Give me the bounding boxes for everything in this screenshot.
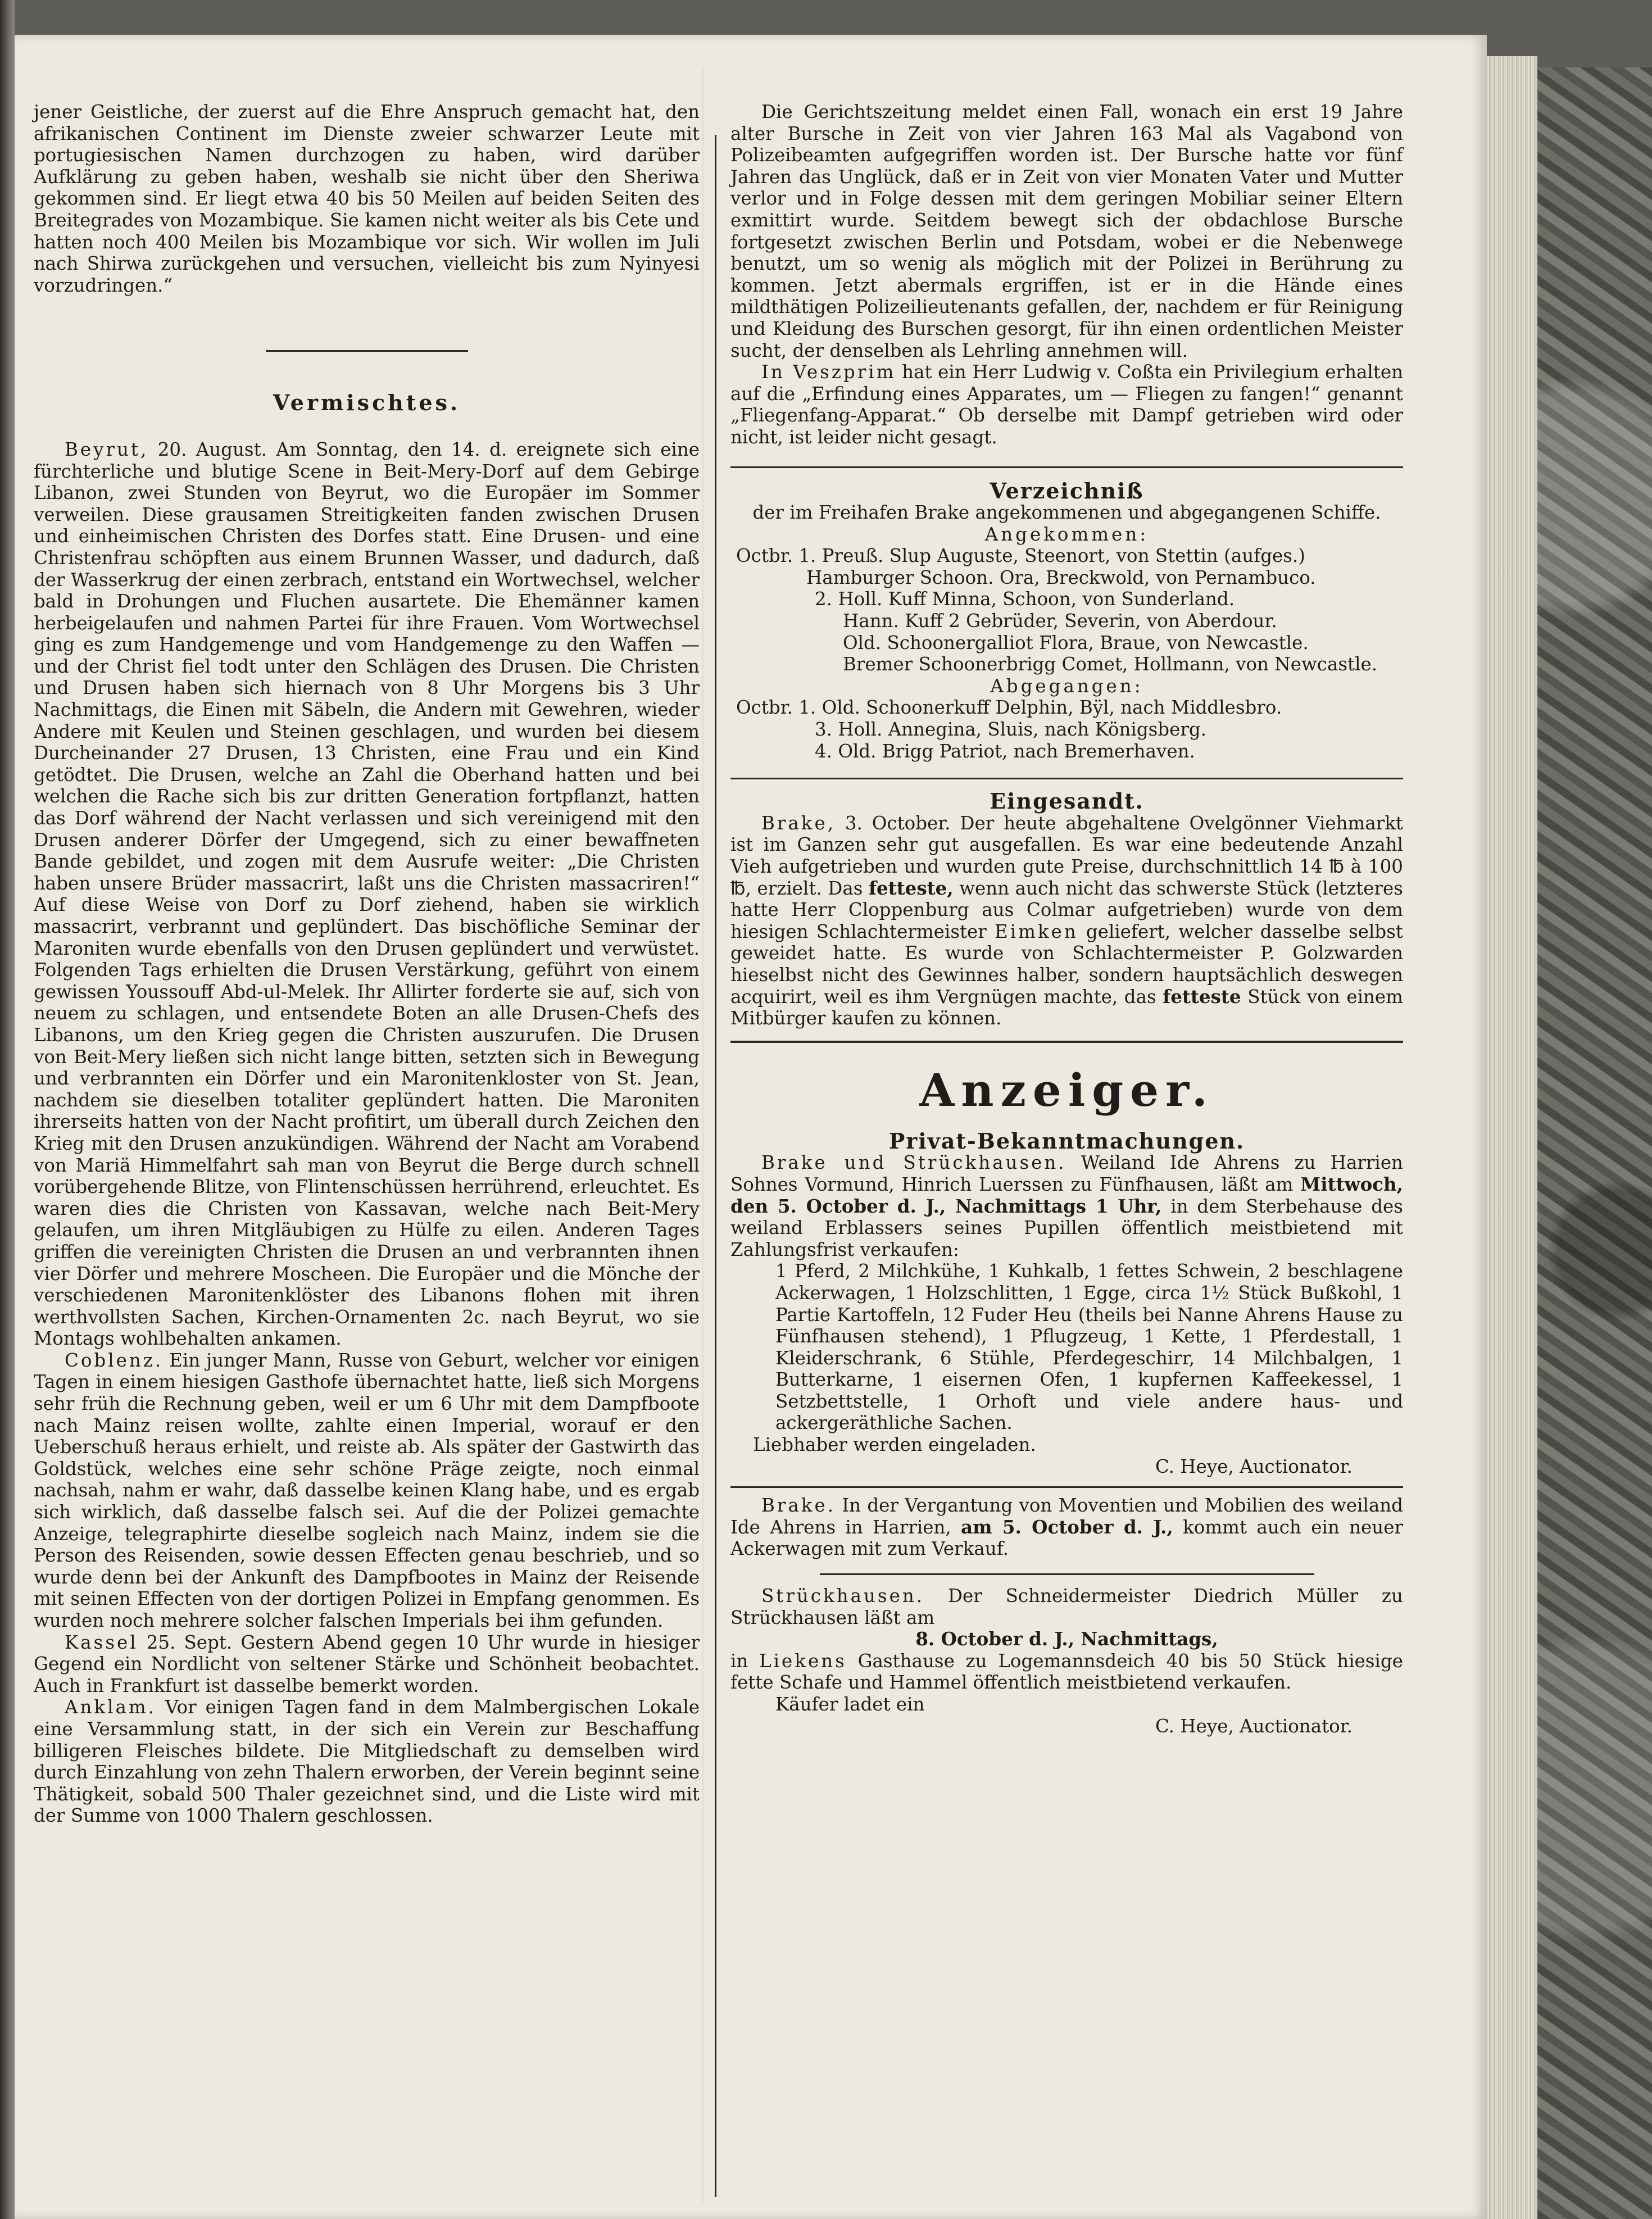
ad3-place: Strückhausen.	[761, 1585, 925, 1607]
eingesandt-title: Eingesandt.	[990, 788, 1144, 814]
dateline-coblenz: Coblenz.	[65, 1349, 164, 1371]
ad3-signature: C. Heye, Auctionator.	[1155, 1715, 1353, 1737]
ad2-date: am 5. October d. J.,	[961, 1515, 1173, 1538]
ad3-body	[730, 1650, 1403, 1694]
ad3-text-2b: Gasthause zu Logemannsdeich 40 bis 50 Stück hiesige fette Schafe und Hammel öffentlich meistbietend verkaufen.	[730, 1650, 1403, 1694]
article-anklam	[34, 1696, 700, 1827]
anzeiger-subtitle: Privat-Bekanntmachungen.	[888, 1128, 1245, 1154]
eingesandt-text	[730, 813, 1403, 1029]
arrived-item: Octbr. 1. Preuß. Slup Auguste, Steenort, von Stettin (aufges.)	[736, 545, 1305, 567]
ad1-items: 1 Pferd, 2 Milchkühe, 1 Kuhkalb, 1 fettes Schwein, 2 beschlagene Ackerwagen, 1 Holzschlitten, 1 Egge, circa 1½ Stück Bußkohl, 1 Partie Kartoffeln, 12 Fuder Heu (theils bei Nanne Ahrens Hause zu Fünfhausen stehend), 1 Pflugzeug, 1 Kette, 1 Pferdestall, 1 Kleiderschrank, 6 Stühle, Pferdegeschirr, 14 Milchbalgen, 1 Butterkarne, 1 eisernen Ofen, 1 kupfernen Kaffeekessel, 1 Setzbettstelle, 1 Orhoft und viele andere haus- und ackergeräthliche Sachen.	[775, 1260, 1403, 1434]
arrived-item: Hamburger Schoon. Ora, Breckwold, von Pernambuco.	[806, 566, 1316, 588]
fattest-word: fetteste,	[868, 877, 954, 899]
ad3-inn: Liekens	[759, 1650, 847, 1672]
article-veszprim	[730, 361, 1403, 448]
article-coblenz-text: Ein junger Mann, Russe von Geburt, welcher vor einigen Tagen in einem hiesigen Gasthofe übernachtet hatte, ließ sich Morgens sehr früh die Rechnung geben, weil er um 6 Uhr mit dem Dampfboote nach Mainz reisen wollte, zahlte einen Imperial, worauf er den Ueberschuß heraus erhielt, und reiste ab. Als später der Gastwirth das Goldstück, welches eine sehr schöne Präge zeigte, noch einmal nachsah, nahm er wahr, daß dasselbe keinen Klang habe, und es ergab sich wirklich, daß dasselbe falsch sei. Auf die der Polizei gemachte Anzeige, telegraphirte dieselbe sogleich nach Mainz, indem sie die Person des Reisenden, sowie dessen Effecten genau beschrieb, und so wurde denn bei der Ankunft des Dampfbootes in Mainz der Reisende mit seinen Effecten von der dortigen Polizei in Empfang genommen. Es wurden noch mehrere solcher falschen Imperials bei ihm gefunden.	[34, 1349, 700, 1631]
eingesandt-part-2: wenn auch nicht das schwerste Stück (letzteres hatte Herr Cloppenburg aus Colmar aufgetrieben) wurde von dem hiesigen Schlachtermeister	[730, 877, 1403, 942]
arrived-item: Old. Schoonergalliot Flora, Braue, von Newcastle.	[843, 632, 1309, 654]
eingesandt-part-3: geliefert, welcher dasselbe selbst geweidet hatte. Es wurde von Schlachtermeister P. Golzwarden hieselbst nicht des Gewinnes halber, sondern hauptsächlich deswegen acquirirt, weil es ihm Vergnügen machte, das	[730, 920, 1403, 1008]
butcher-name: Eimken	[994, 920, 1078, 942]
departed-item: Octbr. 1. Old. Schoonerkuff Delphin, Bÿl, nach Middlesbro.	[736, 697, 1282, 719]
departed-label: Abgegangen:	[990, 675, 1143, 697]
ad3-date-line	[730, 1628, 1403, 1650]
intro-paragraph: jener Geistliche, der zuerst auf die Ehre Anspruch gemacht hat, den afrikanischen Continent im Dienste zweier schwarzer Leute mit portugiesischen Namen durchzogen zu haben, wird darüber Aufklärung zu geben haben, weshalb sie nicht über den Sheriwa gekommen sind. Er liegt etwa 40 bis 50 Meilen auf beiden Seiten des Breitegrades von Mozambique. Sie kamen nicht weiter als bis Cete und hatten noch 400 Meilen bis Mozambique vor sich. Wir wollen im Juli nach Shirwa zurückgehen und versuchen, vielleicht bis zum Nyinyesi vorzudringen.“	[34, 101, 700, 296]
ad2-place: Brake.	[761, 1495, 836, 1517]
arrived-label: Angekommen:	[984, 523, 1149, 545]
article-kassel	[34, 1632, 700, 1697]
ad1-intro	[730, 1152, 1403, 1260]
ad1-text-1: Weiland Ide Ahrens zu Harrien Sohnes Vormund, Hinrich Luerssen zu Fünfhausen, läßt am	[730, 1152, 1403, 1195]
marbled-book-cover	[1537, 67, 1652, 2219]
ad1-closing: Liebhaber werden eingeladen.	[753, 1434, 1036, 1456]
ad1-text-2: in dem Sterbehause des weiland Erblassers seines Pupillen öffentlich meistbietend mit Zahlungsfrist verkaufen:	[730, 1195, 1403, 1260]
ad3-text-1: Der Schneidermeister Diedrich Müller zu Strückhausen läßt am	[730, 1585, 1403, 1628]
article-gericht: Die Gerichtszeitung meldet einen Fall, wonach ein erst 19 Jahre alter Bursche in Zeit von vier Jahren 163 Mal als Vagabond von Polizeibeamten aufgegriffen worden ist. Der Bursche hatte vor fünf Jahren das Unglück, daß er in Zeit von vier Monaten Vater und Mutter verlor und in Folge dessen mit dem geringen Mobiliar seiner Eltern exmittirt wurde. Seitdem bewegt sich der obdachlose Bursche fortgesetzt zwischen Berlin und Potsdam, wobei er die Nebenwege benutzt, um so wenig als möglich mit der Polizei in Berührung zu kommen. Jetzt abermals ergriffen, ist er in die Hände eines mildthätigen Polizeilieutenants gefallen, der, nachdem er für Reinigung und Kleidung des Burschen gesorgt, für ihn einen ordentlichen Meister sucht, der denselben als Lehrling annehmen will.	[730, 101, 1403, 361]
arrived-item: Bremer Schoonerbrigg Comet, Hollmann, von Newcastle.	[843, 654, 1378, 675]
article-beyrut	[34, 439, 700, 1350]
ships-title: Verzeichniß	[990, 478, 1144, 503]
ad-schafe	[730, 1585, 1403, 1737]
left-page-gutter	[0, 0, 15, 2219]
ad3-date: 8. October d. J., Nachmittags,	[915, 1628, 1218, 1650]
article-beyrut-text: 20. August. Am Sonntag, den 14. d. ereignete sich eine fürchterliche und blutige Scene in Beit-Mery-Dorf auf dem Gebirge Libanon, zwei Stunden von Beyrut, wo die Europäer im Sommer verweilen. Diese grausamen Streitigkeiten fanden zwischen Drusen und einheimischen Christen des Dorfes statt. Eine Drusen- und eine Christenfrau schöpften aus einem Brunnen Wasser, und dadurch, daß der Wasserkrug der einen zerbrach, entstand ein Wortwechsel, welcher bald in Drohungen und Fluchen ausartete. Die Ehemänner kamen herbeigelaufen und nahmen Partei für ihre Frauen. Vom Wortwechsel ging es zum Handgemenge und vom Handgemenge zu den Waffen — und der Christ fiel todt unter den Schlägen des Drusen. Die Christen und Drusen haben sich hiernach von 8 Uhr Morgens bis 3 Uhr Nachmittags, die Einen mit Säbeln, die Andern mit Gewehren, wieder Andere mit Keulen und Steinen geschlagen, und wurden bei diesem Durcheinander 27 Drusen, 13 Christen, eine Frau und ein Kind getödtet. Die Drusen, welche an Zahl die Oberhand hatten und bei welchen die Rache sich bis zur dritten Generation fortpflanzt, hatten das Dorf während der Nacht verlassen und sich vereinigend mit den Drusen anderer Dörfer der Umgegend, sich zu einer bewaffneten Bande gebildet, und zogen mit dem Ausrufe weiter: „Die Christen haben unsere Brüder massacrirt, laßt uns die Christen massacriren!“ Auf diese Weise von Dorf zu Dorf ziehend, haben sie wirklich massacrirt, verbrannt und geplündert. Das bischöfliche Seminar der Maroniten wurde ebenfalls von den Drusen geplündert und verwüstet. Folgenden Tags erhielten die Drusen Verstärkung, geführt von einem gewissen Youssouff Abd-ul-Melek. Ihr Allirter forderte sie auf, sich von neuem zu schlagen, und entsendete Boten an alle Drusen-Chefs des Libanons, um den Krieg gegen die Christen auszurufen. Die Drusen von Beit-Mery ließen sich nicht lange bitten, setzten sich in Bewegung und verbrannten ein Dörfer und ein Maronitenkloster von St. Jean, nachdem sie dieselben totaliter geplündert hatten. Die Maroniten ihrerseits hatten von der Nacht profitirt, um überall durch Zeichen den Krieg mit den Drusen anzukündigen. Während der Nacht am Vorabend von Mariä Himmelfahrt sah man von Beyrut die Berge durch schnell vorübergehende Blitze, von Flintenschüssen herrührend, erleuchtet. Es waren dies die Christen von Kassavan, welche nach Beit-Mery gelaufen, um ihren Mitgläubigen zu Hülfe zu eilen. Anderen Tages griffen die vereinigten Christen die Drusen an und verbrannten ihnen vier Dörfer und mehrere Moscheen. Die Europäer und die Mönche der verschiedenen Maronitenklöster des Libanons flohen mit ihren werthvollsten Sachen, Kirchen-Ornamenten 2c. nach Beyrut, wo sie Montags wohlbehalten ankamen.	[34, 438, 700, 1350]
eingesandt-part-1: 3. October. Der heute abgehaltene Ovelgönner Viehmarkt ist im Ganzen sehr gut ausgefallen. Es war eine bedeutende Anzahl Vieh aufgetrieben und wurden gute Preise, durchschnittlich 14 ℔ à 100 ℔, erzielt. Das	[730, 812, 1403, 899]
ad1-date: Mittwoch, den 5. October d. J., Nachmittags 1 Uhr,	[730, 1173, 1403, 1217]
ad1-signature: C. Heye, Auctionator.	[1155, 1455, 1353, 1477]
dateline-veszprim: In Veszprim	[761, 361, 896, 383]
ad2-text-1: In der Vergantung von Moventien und Mobilien des weiland Ide Ahrens in Harrien,	[730, 1495, 1403, 1538]
article-coblenz	[34, 1350, 700, 1632]
arrived-list	[730, 545, 1403, 675]
article-anklam-text: Vor einigen Tagen fand in dem Malmbergischen Lokale eine Versammlung statt, in der sich ein Verein zur Beschaffung billigeren Fleisches bildete. Die Mitgliedschaft zu demselben wird durch Einzahlung von zehn Thalern erworben, der Verein beginnt seine Thätigkeit, sobald 500 Thaler gezeichnet sind, und die Liste wird mit der Summe von 1000 Thalern geschlossen.	[34, 1696, 700, 1827]
ships-subtitle: der im Freihafen Brake angekommenen und abgegangenen Schiffe.	[752, 502, 1381, 524]
arrived-item: 2. Holl. Kuff Minna, Schoon, von Sunderland.	[815, 588, 1235, 610]
dateline-brake: Brake,	[761, 812, 836, 834]
article-veszprim-text: hat ein Herr Ludwig v. Coßta ein Privilegium erhalten auf die „Erfindung eines Apparates, um — Fliegen zu fangen!“ genannt „Fliegenfang-Apparat.“ Ob derselbe mit Dampf getrieben wird oder nicht, ist leider nicht gesagt.	[730, 361, 1403, 448]
ad-auction-ahrens	[730, 1152, 1403, 1477]
left-column	[34, 101, 700, 1827]
dateline-beyrut: Beyrut,	[65, 438, 149, 460]
dateline-anklam: Anklam.	[65, 1696, 157, 1718]
dateline-kassel: Kassel	[65, 1631, 138, 1653]
arrived-item: Hann. Kuff 2 Gebrüder, Severin, von Aberdour.	[843, 610, 1277, 632]
anzeiger-title: Anzeiger.	[919, 1063, 1214, 1117]
ad-vergantung	[730, 1495, 1403, 1560]
departed-item: 4. Old. Brigg Patriot, nach Bremerhaven.	[815, 740, 1195, 762]
ad3-closing: Käufer ladet ein	[775, 1694, 925, 1715]
ad3-intro	[730, 1585, 1403, 1628]
departed-list	[730, 697, 1403, 762]
article-kassel-text: 25. Sept. Gestern Abend gegen 10 Uhr wurde in hiesiger Gegend ein Nordlicht von seltener Stärke und Schönheit beobachtet. Auch in Frankfurt ist dasselbe bemerkt worden.	[34, 1631, 700, 1696]
ad1-place: Brake und Strückhausen.	[761, 1152, 1066, 1174]
departed-item: 3. Holl. Annegina, Sluis, nach Königsberg.	[815, 719, 1207, 741]
ad2-text	[730, 1495, 1403, 1560]
right-column	[730, 101, 1403, 1737]
column-divider	[715, 135, 716, 2197]
ad2-text-2: kommt auch ein neuer Ackerwagen mit zum Verkauf.	[730, 1516, 1403, 1560]
fattest-word-2: fetteste	[1163, 985, 1241, 1008]
ad3-text-2a: in	[730, 1650, 748, 1672]
section-title: Vermischtes.	[273, 390, 461, 416]
eingesandt-part-4: Stück von einem Mitbürger kaufen zu können.	[730, 986, 1403, 1029]
bleed-through-rule	[702, 67, 704, 2203]
page-edges	[1487, 56, 1537, 2219]
